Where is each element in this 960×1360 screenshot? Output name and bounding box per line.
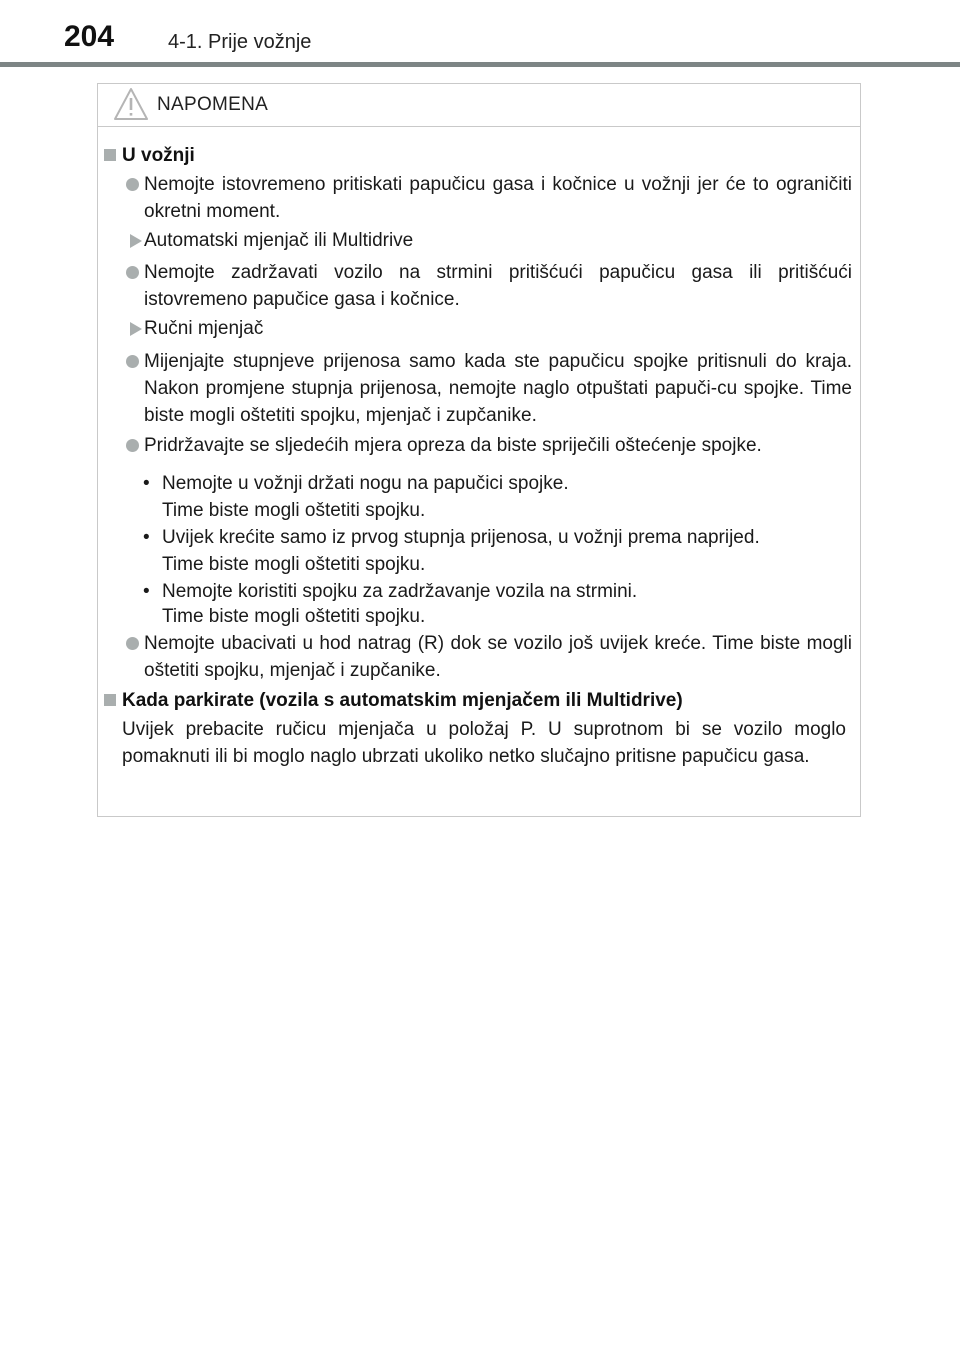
dot-bullet-icon: [126, 637, 139, 650]
bullet-point: •: [143, 581, 150, 602]
triangle-right-icon: [130, 234, 142, 248]
subheading: Automatski mjenjač ili Multidrive: [144, 230, 414, 251]
bullet-subtext: Time biste mogli oštetiti spojku.: [162, 500, 426, 521]
page-number: 204: [64, 20, 115, 53]
section-title: 4-1. Prije vožnje: [168, 31, 312, 53]
list-item: Nemojte istovremeno pritiskati papučicu gasa i kočnice u vožnji jer će to ograničiti okretni moment.: [144, 174, 852, 222]
bullet-text: Nemojte u vožnji držati nogu na papučici spojke.: [162, 473, 569, 494]
bullet-point: •: [143, 473, 150, 494]
notice-header: [98, 84, 860, 127]
section-heading: Kada parkirate (vozila s automatskim mjenjačem ili Multidrive): [122, 690, 683, 711]
header-rule: [0, 62, 960, 67]
section-heading: U vožnji: [122, 145, 195, 166]
list-item: Mijenjajte stupnjeve prijenosa samo kada ste papučicu spojke pritisnuli do kraja. Nakon promjene stupnja prijenosa, nemojte naglo otpuštati papuči-cu spojke. Time biste mogli oštetiti spojku, mjenjač i zupčanike.: [144, 351, 852, 426]
bullet-text: Uvijek krećite samo iz prvog stupnja prijenosa, u vožnji prema naprijed.: [162, 527, 760, 548]
warning-icon: [113, 87, 149, 121]
list-item: Nemojte zadržavati vozilo na strmini pritišćući papučicu gasa ili pritišćući istovremeno papučice gasa i kočnice.: [144, 262, 852, 310]
dot-bullet-icon: [126, 266, 139, 279]
triangle-right-icon: [130, 322, 142, 336]
list-item: Pridržavajte se sljedećih mjera opreza da biste spriječili oštećenje spojke.: [144, 435, 762, 456]
bullet-point: •: [143, 527, 150, 548]
notice-title: NAPOMENA: [157, 94, 269, 115]
bullet-subtext: Time biste mogli oštetiti spojku.: [162, 554, 426, 575]
dot-bullet-icon: [126, 178, 139, 191]
section-marker: [104, 149, 116, 161]
bullet-text: Nemojte koristiti spojku za zadržavanje vozila na strmini.: [162, 581, 638, 602]
page-header: [0, 0, 960, 70]
bullet-subtext: Time biste mogli oštetiti spojku.: [162, 606, 426, 627]
subheading: Ručni mjenjač: [144, 318, 264, 339]
dot-bullet-icon: [126, 439, 139, 452]
dot-bullet-icon: [126, 355, 139, 368]
list-item: Nemojte ubacivati u hod natrag (R) dok se vozilo još uvijek kreće. Time biste mogli oštetiti spojku, mjenjač i zupčanike.: [144, 633, 852, 681]
paragraph: Uvijek prebacite ručicu mjenjača u položaj P. U suprotnom bi se vozilo moglo pomaknuti ili bi moglo naglo ubrzati ukoliko netko slučajno pritisne papučicu gasa.: [122, 719, 846, 767]
section-marker: [104, 694, 116, 706]
